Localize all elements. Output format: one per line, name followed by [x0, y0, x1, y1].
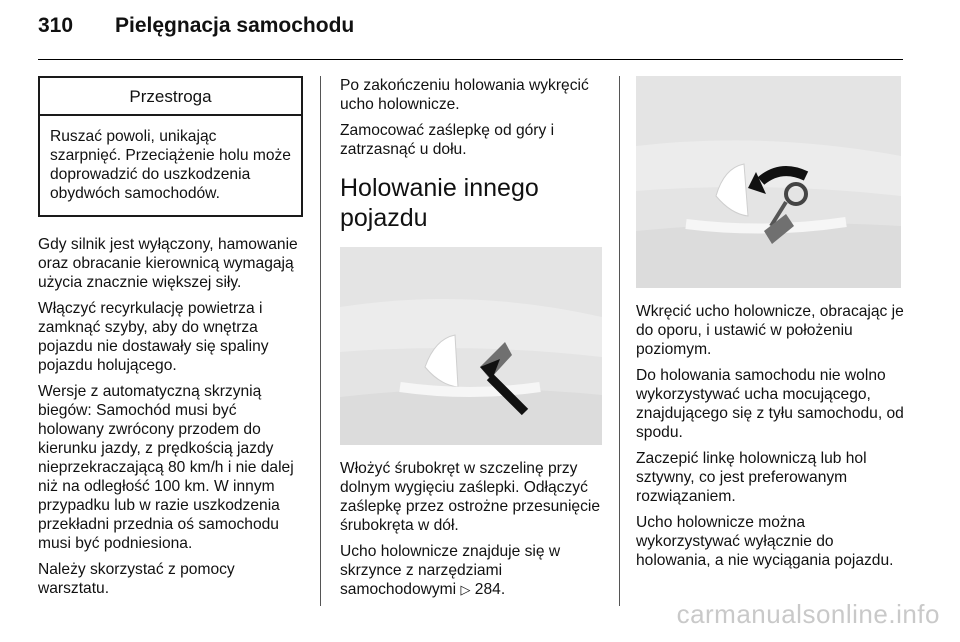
- reference-page: 284.: [470, 581, 506, 598]
- page-title: Pielęgnacja samochodu: [115, 14, 355, 37]
- paragraph: Zaczepić linkę holowniczą lub hol sztywny, co jest preferowanym rozwiązaniem.: [636, 450, 867, 505]
- paragraph: Do holowania samochodu nie wolno wykorzystywać ucha mocującego, znajdującego się z tyłu samochodu, od spodu.: [636, 367, 904, 441]
- header-rule: [38, 59, 903, 60]
- illustration-cover-removal: [340, 247, 602, 445]
- paragraph: Zamocować zaślepkę od góry i zatrzasnąć u dołu.: [340, 122, 555, 158]
- column-middle: [340, 76, 602, 606]
- page-header: [38, 14, 918, 44]
- caution-box: [38, 76, 303, 217]
- paragraph: Gdy silnik jest wyłączony, hamowanie oraz obracanie kierownicą wymagają użycia znacznie większej siły.: [38, 236, 298, 291]
- paragraph: Włączyć recyrkulację powietrza i zamknąć szyby, aby do wnętrza pojazdu nie dostawały się spaliny pojazdu holującego.: [38, 300, 269, 374]
- paragraph: Ucho holownicze można wykorzystywać wyłącznie do holowania, a nie wyciągania pojazdu.: [636, 514, 894, 569]
- section-title: Holowanie innego pojazdu: [340, 174, 539, 232]
- column-right: [636, 76, 904, 577]
- page-number: 310: [38, 14, 74, 37]
- column-divider: [320, 76, 321, 606]
- paragraph: Wkręcić ucho holownicze, obracając je do oporu, i ustawić w położeniu poziomym.: [636, 303, 904, 358]
- illustration-tow-eye: [636, 76, 901, 288]
- watermark: carmanualsonline.info: [676, 599, 940, 629]
- paragraph: Wersje z automatyczną skrzynią biegów: Samochód musi być holowany zwrócony przodem do kierunku jazdy, z prędkością jazdy nieprzekraczającą 80 km/h i nie dalej niż na odległość 100 km. W innym przypadku lub w razie uszkodzenia przekładni przednia oś samochodu musi być podniesiona.: [38, 383, 294, 552]
- tow-eye-drawing: [636, 76, 901, 288]
- page-reference-icon: ▷: [460, 582, 471, 597]
- column-left: [38, 76, 303, 605]
- paragraph: Po zakończeniu holowania wykręcić ucho holownicze.: [340, 77, 589, 113]
- paragraph: Należy skorzystać z pomocy warsztatu.: [38, 561, 235, 597]
- paragraph-with-reference: [340, 542, 602, 599]
- caution-text: Ruszać powoli, unikając szarpnięć. Przeciążenie holu może doprowadzić do uszkodzenia obydwóch samochodów.: [50, 128, 291, 202]
- caution-title: Przestroga: [40, 78, 301, 116]
- cover-removal-drawing: [340, 247, 602, 445]
- reference-text: Ucho holownicze znajduje się w skrzynce z narzędziami samochodowymi: [340, 543, 561, 598]
- column-divider: [619, 76, 620, 606]
- paragraph: Włożyć śrubokręt w szczelinę przy dolnym wygięciu zaślepki. Odłączyć zaślepkę przez ostrożne przesunięcie śrubokręta w dół.: [340, 460, 601, 534]
